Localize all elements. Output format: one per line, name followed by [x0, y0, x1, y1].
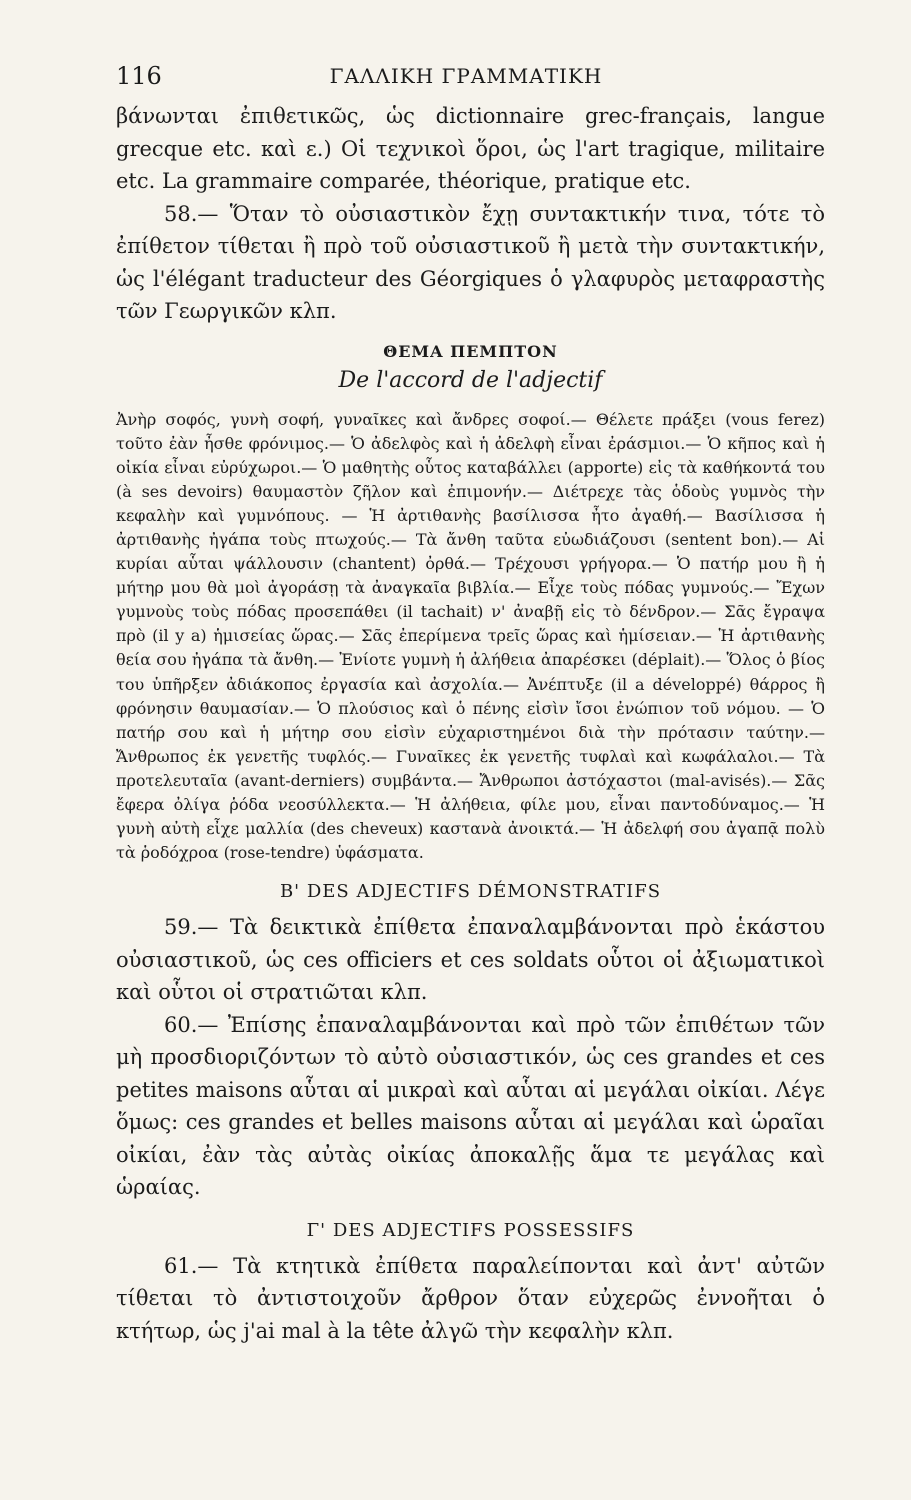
page-body — [116, 100, 825, 1347]
page-header — [116, 62, 816, 92]
paragraph-59: 59.— Τὰ δεικτικὰ ἐπίθετα ἐπαναλαμβάνονται πρὸ ἑκάστου οὐσιαστικοῦ, ὡς ces officiers et ces soldats οὗτοι οἱ ἀξιωματικοὶ καὶ οὗτοι οἱ στρατιῶται κλπ. — [116, 915, 825, 1005]
paragraph-58: 58.— Ὅταν τὸ οὐσιαστικὸν ἔχῃ συντακτικήν τινα, τότε τὸ ἐπίθετον τίθεται ἢ πρὸ τοῦ οὐσιαστικοῦ ἢ μετὰ τὴν συντακτικήν, ὡς l'élégant traducteur des Géorgiques ὁ γλαφυρὸς μεταφραστὴς τῶν Γεωργικῶν κλπ. — [116, 201, 825, 323]
theme-subtitle: De l'accord de l'adjectif — [338, 367, 603, 393]
exercise-text: Ἀνὴρ σοφός, γυνὴ σοφή, γυναῖκες καὶ ἄνδρες σοφοί.— Θέλετε πράξει (vous ferez) τοῦτο ἐὰν ἦσθε φρόνιμος.— Ὁ ἀδελφὸς καὶ ἡ ἀδελφὴ εἶναι ἐράσμιοι.— Ὁ κῆπος καὶ ἡ οἰκία εἶναι εὐρύχωροι.— Ὁ μαθητὴς οὗτος καταβάλλει (apporte) εἰς τὰ καθήκοντά του (à ses devoirs) θαυμαστὸν ζῆλον καὶ ἐπιμονήν.— Διέτρεχε τὰς ὁδοὺς γυμνὸς τὴν κεφαλὴν καὶ γυμνόπους. — Ἡ ἀρτιθανὴς βασίλισσα ἦτο ἀγαθή.— Βασίλισσα ἡ ἀρτιθανὴς ἠγάπα τοὺς πτωχούς.— Τὰ ἄνθη ταῦτα εὐωδιάζουσι (sentent bon).— Αἱ κυρίαι αὗται ψάλλουσιν (chantent) ὀρθά.— Τρέχουσι γρήγορα.— Ὁ πατήρ μου ἢ ἡ μήτηρ μου θὰ μοὶ ἀγοράσῃ τὰ ἀναγκαῖα βιβλία.— Εἶχε τοὺς πόδας γυμνούς.— Ἔχων γυμνοὺς τοὺς πόδας προσεπάθει (il tachait) ν' ἀναβῇ εἰς τὸ δένδρον.— Σᾶς ἔγραψα πρὸ (il y a) ἡμισείας ὥρας.— Σᾶς ἐπερίμενα τρεῖς ὥρας καὶ ἡμίσειαν.— Ἡ ἀρτιθανὴς θεία σου ἠγάπα τὰ ἄνθη.— Ἐνίοτε γυμνὴ ἡ ἀλήθεια ἀπαρέσκει (déplait).— Ὅλος ὁ βίος του ὑπῆρξεν ἀδιάκοπος ἐργασία καὶ ἀσχολία.— Ἀνέπτυξε (il a développé) θάρρος ἢ φρόνησιν θαυμασίαν.— Ὁ πλούσιος καὶ ὁ πένης εἰσὶν ἴσοι ἐνώπιον τοῦ νόμου. — Ὁ πατήρ σου καὶ ἡ μήτηρ σου εἰσὶν εὐχαριστημένοι διὰ τὴν πρότασιν ταύτην.— Ἄνθρωπος ἐκ γενετῆς τυφλός.— Γυναῖκες ἐκ γενετῆς τυφλαὶ καὶ κωφάλαλοι.— Τὰ προτελευταῖα (avant-derniers) συμβάντα.— Ἄνθρωποι ἀστόχαστοι (mal-avisés).— Σᾶς ἔφερα ὀλίγα ῥόδα νεοσύλλεκτα.— Ἡ ἀλήθεια, φίλε μου, εἶναι παντοδύναμος.— Ἡ γυνὴ αὐτὴ εἶχε μαλλία (des cheveux) καστανὰ ἀνοικτά.— Ἡ ἀδελφή σου ἀγαπᾷ πολὺ τὰ ῥοδόχροα (rose-tendre) ὑφάσματα. — [116, 409, 825, 863]
continuation-paragraph: βάνωνται ἐπιθετικῶς, ὡς dictionnaire grec-français, langue grecque etc. καὶ ε.) Οἱ τεχνικοὶ ὅροι, ὡς l'art tragique, militaire etc. La grammaire comparée, théorique, pratique etc. — [116, 104, 825, 193]
theme-title: ΘΕΜΑ ΠΕΜΠΤΟΝ — [383, 341, 558, 361]
page-number: 116 — [116, 62, 162, 90]
paragraph-61: 61.— Τὰ κτητικὰ ἐπίθετα παραλείπονται καὶ ἀντ' αὐτῶν τίθεται τὸ ἀντιστοιχοῦν ἄρθρον ὅταν εὐχερῶς ἐννοῆται ὁ κτήτωρ, ὡς j'ai mal à la tête ἀλγῶ τὴν κεφαλὴν κλπ. — [116, 1253, 825, 1343]
paragraph-60: 60.— Ἐπίσης ἐπαναλαμβάνονται καὶ πρὸ τῶν ἐπιθέτων τῶν μὴ προσδιοριζόντων τὸ αὐτὸ οὐσιαστικόν, ὡς ces grandes et ces petites maisons αὗται αἱ μικραὶ καὶ αὗται αἱ μεγάλαι οἰκίαι. Λέγε ὅμως: ces grandes et belles maisons αὗται αἱ μεγάλαι καὶ ὡραῖαι οἰκίαι, ἐὰν τὰς αὐτὰς οἰκίας ἀποκαλῇς ἅμα τε μεγάλας καὶ ὡραίας. — [116, 1012, 825, 1200]
running-title: ΓΑΛΛΙΚΗ ΓΡΑΜΜΑΤΙΚΗ — [329, 64, 603, 88]
section-demonstratives-title: Β' DES ADJECTIFS DÉMONSTRATIFS — [279, 881, 662, 903]
section-possessives-title: Γ' DES ADJECTIFS POSSESSIFS — [306, 1219, 635, 1241]
